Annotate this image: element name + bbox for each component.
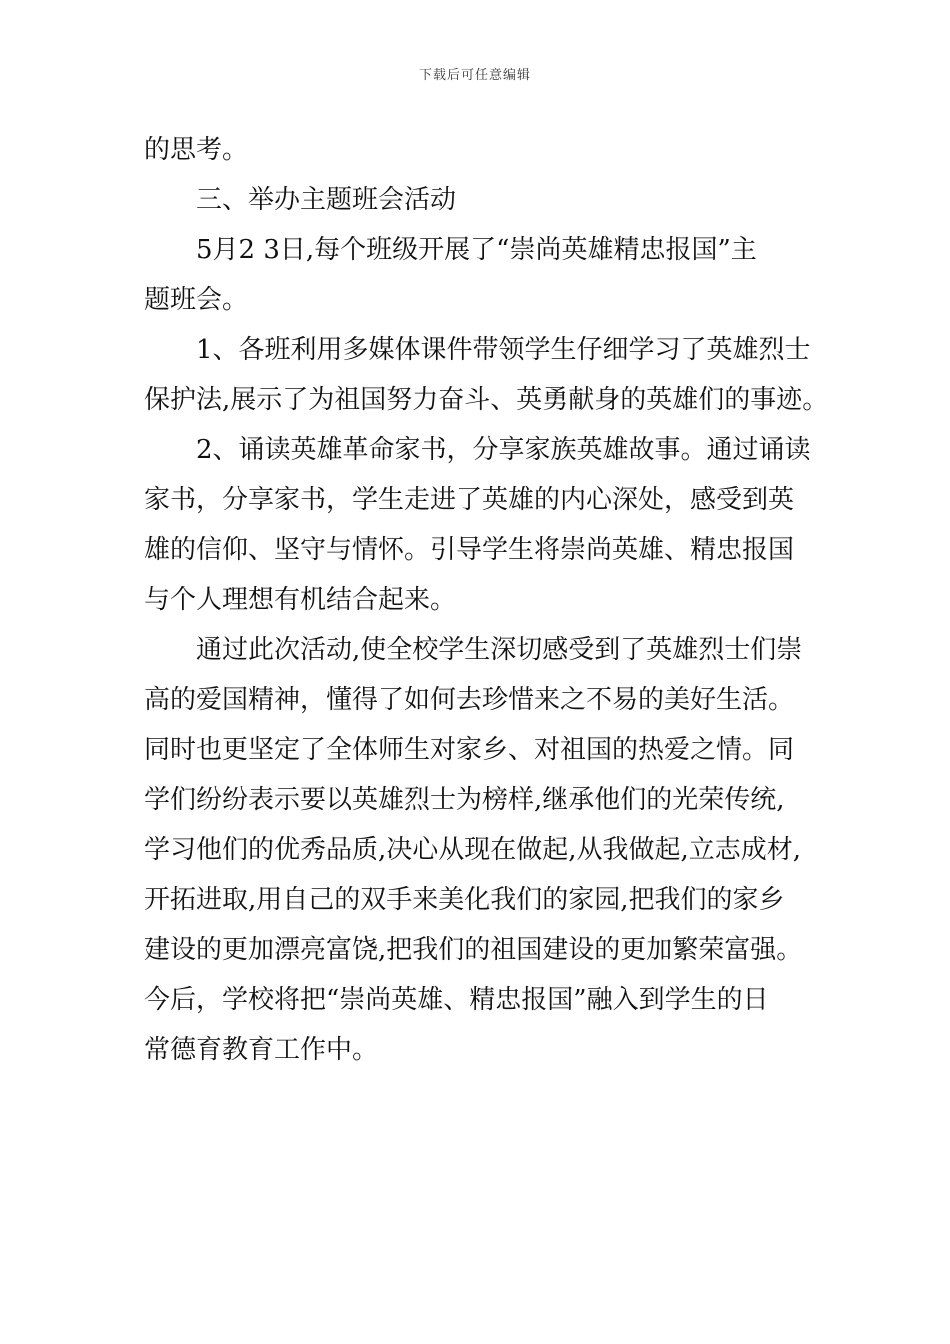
document-body: [144, 125, 829, 1075]
text-line: 今后，学校将把“崇尚英雄、精忠报国”融入到学生的日: [144, 985, 769, 1015]
text-line: 通过此次活动,使全校学生深切感受到了英雄烈士们崇: [196, 635, 803, 665]
text-line: 5月2 3日,每个班级开展了“崇尚英雄精忠报国”主: [196, 235, 757, 265]
text-line: 的思考。: [144, 135, 249, 165]
text-line: 常德育教育工作中。: [144, 1035, 379, 1065]
text-line: 高的爱国精神，懂得了如何去珍惜来之不易的美好生活。: [144, 685, 795, 715]
text-line: 学习他们的优秀品质,决心从现在做起,从我做起,立志成材,: [144, 835, 802, 865]
text-line: 建设的更加漂亮富饶,把我们的祖国建设的更加繁荣富强。: [144, 935, 803, 965]
section-heading: 三、举办主题班会活动: [196, 185, 457, 215]
text-line: 2、诵读英雄革命家书，分享家族英雄故事。通过诵读: [196, 435, 811, 465]
text-line: 题班会。: [144, 285, 249, 315]
text-line: 与个人理想有机结合起来。: [144, 585, 457, 615]
text-line: 开拓进取,用自己的双手来美化我们的家园,把我们的家乡: [144, 885, 785, 915]
text-line: 雄的信仰、坚守与情怀。引导学生将崇尚英雄、精忠报国: [144, 535, 795, 565]
text-line: 家书，分享家书，学生走进了英雄的内心深处，感受到英: [144, 485, 795, 515]
text-line: 1、各班利用多媒体课件带领学生仔细学习了英雄烈士: [196, 335, 811, 365]
text-line: 学们纷纷表示要以英雄烈士为榜样,继承他们的光荣传统,: [144, 785, 785, 815]
text-line: 保护法,展示了为祖国努力奋斗、英勇献身的英雄们的事迹。: [144, 385, 829, 415]
text-line: 同时也更坚定了全体师生对家乡、对祖国的热爱之情。同: [144, 735, 795, 765]
page-header: 下载后可任意编辑: [418, 68, 531, 83]
